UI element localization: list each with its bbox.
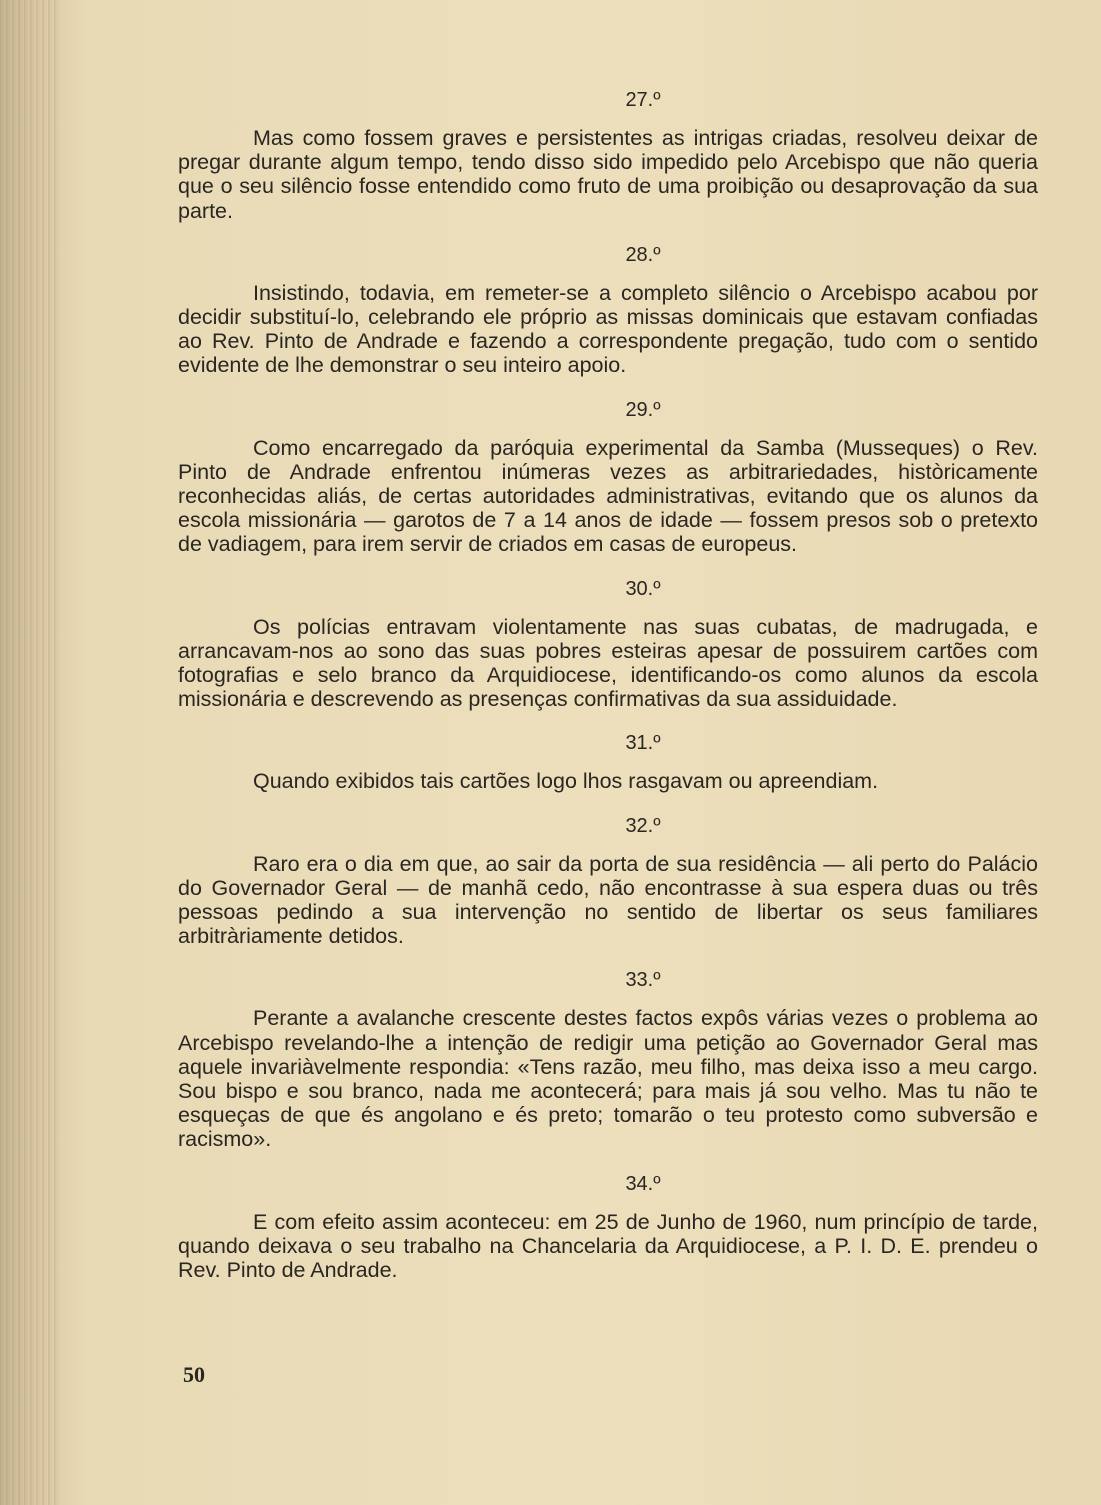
section-34 — [178, 1172, 1038, 1283]
section-paragraph: E com efeito assim aconteceu: em 25 de Junho de 1960, num princípio de tarde, quando deixava o seu trabalho na Chancelaria da Arquidiocese, a P. I. D. E. prendeu o Rev. Pinto de Andrade. — [178, 1209, 1038, 1283]
section-paragraph: Raro era o dia em que, ao sair da porta de sua residência — ali perto do Palácio do Governador Geral — de manhã cedo, não encontrasse à sua espera duas ou três pessoas pedindo a sua intervenção no sentido de libertar os seus familiares arbitràriamente detidos. — [178, 851, 1038, 949]
section-number: 27.º — [625, 89, 661, 111]
section-30 — [178, 577, 1038, 712]
section-32 — [178, 814, 1038, 949]
section-number: 29.º — [625, 398, 661, 421]
section-paragraph: Os polícias entravam violentamente nas suas cubatas, de madrugada, e arrancavam-nos ao sono das suas pobres esteiras apesar de possuirem cartões com fotografias e selo branco da Arquidiocese, identificando-os como alunos da escola missionária e descrevendo as presenças confirmativas da sua assiduidade. — [178, 614, 1038, 712]
section-number: 34.º — [625, 1172, 661, 1195]
page-binding-shadow — [0, 0, 60, 1505]
section-paragraph: Quando exibidos tais cartões logo lhos rasgavam ou apreendiam. — [253, 769, 879, 794]
section-27 — [178, 88, 1038, 223]
document-body — [178, 88, 1038, 1282]
section-28 — [178, 243, 1038, 378]
section-number: 31.º — [625, 732, 661, 755]
section-33 — [178, 968, 1038, 1151]
section-paragraph: Como encarregado da paróquia experimental da Samba (Musseques) o Rev. Pinto de Andrade enfrentou inúmeras vezes as arbitrariedades, històricamente reconhecidas aliás, de certas autoridades administrativas, evitando que os alunos da escola missionária — garotos de 7 a 14 anos de idade — fossem presos sob o pretexto de vadiagem, para irem servir de criados em casas de europeus. — [178, 435, 1038, 557]
section-number: 28.º — [625, 243, 661, 266]
section-31 — [178, 731, 1038, 793]
page-number: 50 — [183, 1362, 205, 1387]
section-paragraph: Mas como fossem graves e persistentes as intrigas criadas, resolveu deixar de pregar durante algum tempo, tendo disso sido impedido pelo Arcebispo que não queria que o seu silêncio fosse entendido como fruto de uma proibição ou desaprovação da sua parte. — [178, 126, 1038, 223]
section-number: 33.º — [625, 969, 661, 992]
section-number: 32.º — [625, 814, 661, 837]
section-number: 30.º — [625, 577, 661, 600]
section-paragraph: Insistindo, todavia, em remeter-se a completo silêncio o Arcebispo acabou por decidir substituí-lo, celebrando ele próprio as missas dominicais que estavam confiadas ao Rev. Pinto de Andrade e fazendo a correspondente pregação, tudo com o sentido evidente de lhe demonstrar o seu inteiro apoio. — [178, 280, 1038, 378]
section-paragraph: Perante a avalanche crescente destes factos expôs várias vezes o problema ao Arcebispo revelando-lhe a intenção de redigir uma petição ao Governador Geral mas aquele invariàvelmente respondia: «Tens razão, meu filho, mas deixa isso a meu cargo. Sou bispo e sou branco, nada me acontecerá; para mais já sou velho. Mas tu não te esqueças de que és angolano e és preto; tomarão o teu protesto como subversão e racismo». — [178, 1006, 1038, 1152]
section-29 — [178, 398, 1038, 557]
